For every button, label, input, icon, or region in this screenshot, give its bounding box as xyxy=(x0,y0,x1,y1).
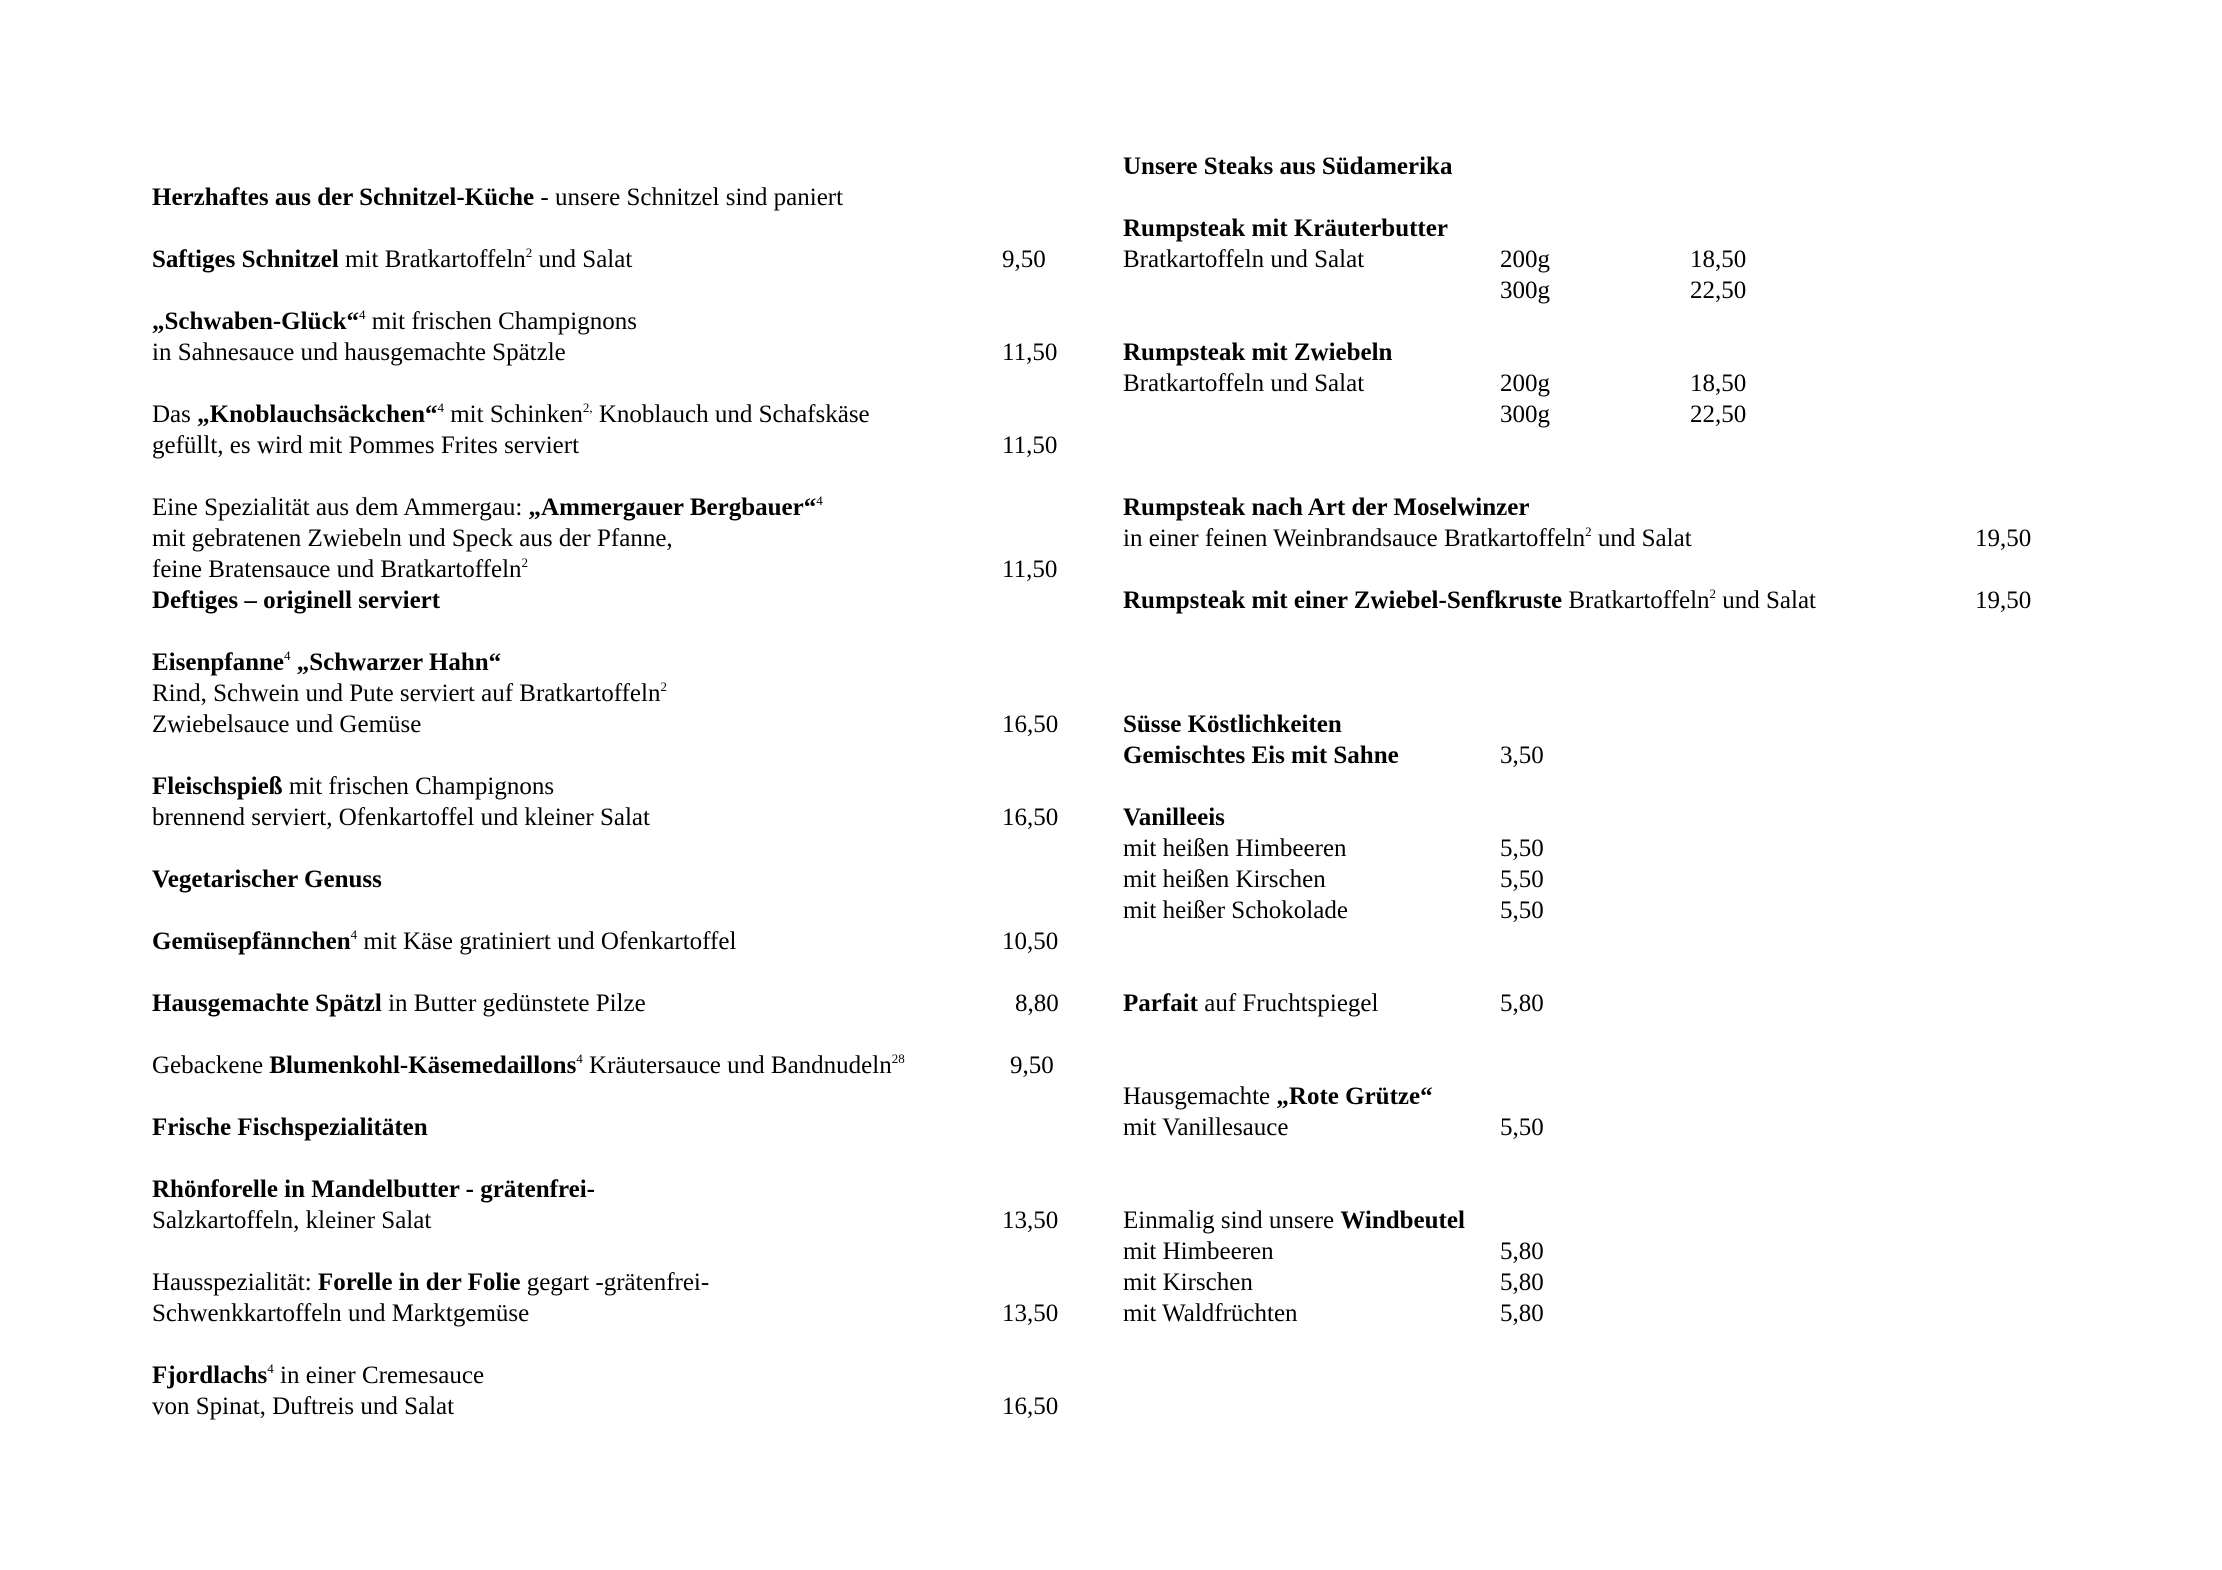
menu-item-blumenkohl: Gebackene Blumenkohl-Käsemedaillons$^4$ Kräutersauce und Bandnudeln$^{28}$ xyxy=(152,1051,905,1079)
price: 5,80 xyxy=(1500,990,1544,1017)
price: 3,50 xyxy=(1500,742,1544,769)
menu-item-description: Schwenkkartoffeln und Marktgemüse xyxy=(152,1300,530,1327)
section-heading-dessert: Süsse Köstlichkeiten xyxy=(1123,711,1342,738)
menu-item-description: Bratkartoffeln und Salat xyxy=(1123,246,1365,273)
price: 11,50 xyxy=(1002,339,1058,366)
price: 19,50 xyxy=(1975,525,2032,552)
list-item: mit Himbeeren xyxy=(1123,1238,1274,1265)
menu-item-rumpsteak-moselwinzer: Rumpsteak nach Art der Moselwinzer xyxy=(1123,494,1530,521)
price: 11,50 xyxy=(1002,432,1058,459)
menu-item-fjordlachs: Fjordlachs$^4$ in einer Cremesauce xyxy=(152,1361,485,1389)
price: 9,50 xyxy=(1002,246,1046,273)
menu-item-windbeutel: Einmalig sind unsere Windbeutel xyxy=(1123,1207,1465,1234)
price: 13,50 xyxy=(1002,1300,1059,1327)
menu-item-gemuesepfaennchen: Gemüsepfännchen$^4$ mit Käse gratiniert und Ofenkartoffel xyxy=(152,927,737,955)
price: 22,50 xyxy=(1690,277,1747,304)
menu-item-schwaben-glueck: „Schwaben-Glück“$^4$ mit frischen Champignons xyxy=(152,307,637,335)
price: 22,50 xyxy=(1690,401,1747,428)
price: 11,50 xyxy=(1002,556,1058,583)
section-heading-deftiges: Deftiges – originell serviert xyxy=(152,587,441,614)
menu-item-description: in Sahnesauce und hausgemachte Spätzle xyxy=(152,339,566,366)
weight: 300g xyxy=(1500,277,1550,304)
price: 18,50 xyxy=(1690,246,1747,273)
menu-item-spaetzl: Hausgemachte Spätzl in Butter gedünstete Pilze xyxy=(152,990,646,1017)
price: 16,50 xyxy=(1002,804,1059,831)
list-item: mit Kirschen xyxy=(1123,1269,1253,1296)
section-heading-steaks: Unsere Steaks aus Südamerika xyxy=(1123,153,1453,180)
menu-item-parfait: Parfait auf Fruchtspiegel xyxy=(1123,990,1379,1017)
menu-item-description: Salzkartoffeln, kleiner Salat xyxy=(152,1207,432,1234)
price: 10,50 xyxy=(1002,928,1059,955)
list-item: mit Waldfrüchten xyxy=(1123,1300,1298,1327)
menu-item-rumpsteak-zwiebeln: Rumpsteak mit Zwiebeln xyxy=(1123,339,1393,366)
price: 8,80 xyxy=(1015,990,1059,1017)
menu-item-fleischspiess: Fleischspieß mit frischen Champignons xyxy=(152,773,555,800)
section-heading-schnitzel: Herzhaftes aus der Schnitzel-Küche - unsere Schnitzel sind paniert xyxy=(152,184,844,211)
menu-item-rumpsteak-senfkruste: Rumpsteak mit einer Zwiebel-Senfkruste Bratkartoffeln$^2$ und Salat xyxy=(1123,586,1817,614)
price: 19,50 xyxy=(1975,587,2032,614)
weight: 200g xyxy=(1500,370,1550,397)
menu-item-gemischtes-eis: Gemischtes Eis mit Sahne xyxy=(1123,742,1399,769)
menu-item-rhoenforelle: Rhönforelle in Mandelbutter - grätenfrei- xyxy=(152,1176,595,1203)
weight: 200g xyxy=(1500,246,1550,273)
price: 5,50 xyxy=(1500,866,1544,893)
menu-item-schnitzel: Saftiges Schnitzel mit Bratkartoffeln$^2$ und Salat xyxy=(152,245,633,273)
menu-item-description: mit gebratenen Zwiebeln und Speck aus der Pfanne, xyxy=(152,525,673,552)
menu-item-description: von Spinat, Duftreis und Salat xyxy=(152,1393,455,1420)
price: 5,80 xyxy=(1500,1300,1544,1327)
price: 5,50 xyxy=(1500,897,1544,924)
list-item: mit heißer Schokolade xyxy=(1123,897,1348,924)
menu-item-vanilleeis: Vanilleeis xyxy=(1123,804,1225,831)
menu-item-description: brennend serviert, Ofenkartoffel und kleiner Salat xyxy=(152,804,650,831)
price: 13,50 xyxy=(1002,1207,1059,1234)
menu-item-description: feine Bratensauce und Bratkartoffeln$^2$ xyxy=(152,555,529,583)
menu-item-description: in einer feinen Weinbrandsauce Bratkartoffeln$^2$ und Salat xyxy=(1123,524,1692,552)
price: 5,50 xyxy=(1500,835,1544,862)
menu-item-rumpsteak-kraeuterbutter: Rumpsteak mit Kräuterbutter xyxy=(1123,215,1448,242)
menu-item-ammergauer-bergbauer: Eine Spezialität aus dem Ammergau: „Ammergauer Bergbauer“$^4$ xyxy=(152,493,823,521)
price: 16,50 xyxy=(1002,711,1059,738)
weight: 300g xyxy=(1500,401,1550,428)
menu-item-eisenpfanne: Eisenpfanne$^4$ „Schwarzer Hahn“ xyxy=(152,648,502,676)
price: 16,50 xyxy=(1002,1393,1059,1420)
price: 5,50 xyxy=(1500,1114,1544,1141)
menu-item-description: gefüllt, es wird mit Pommes Frites serviert xyxy=(152,432,580,459)
price: 5,80 xyxy=(1500,1269,1544,1296)
menu-item-description: mit Vanillesauce xyxy=(1123,1114,1289,1141)
list-item: mit heißen Himbeeren xyxy=(1123,835,1347,862)
menu-item-forelle-folie: Hausspezialität: Forelle in der Folie gegart -grätenfrei- xyxy=(152,1269,710,1296)
menu-item-rote-gruetze: Hausgemachte „Rote Grütze“ xyxy=(1123,1083,1433,1110)
list-item: mit heißen Kirschen xyxy=(1123,866,1326,893)
section-heading-vegetarisch: Vegetarischer Genuss xyxy=(152,866,382,893)
menu-item-description: Zwiebelsauce und Gemüse xyxy=(152,711,422,738)
price: 18,50 xyxy=(1690,370,1747,397)
section-heading-fisch: Frische Fischspezialitäten xyxy=(152,1114,428,1141)
menu-item-knoblauchsaeckchen: Das „Knoblauchsäckchen“$^4$ mit Schinken$^{2,}$ Knoblauch und Schafskäse xyxy=(152,400,870,428)
price: 5,80 xyxy=(1500,1238,1544,1265)
menu-item-description: Rind, Schwein und Pute serviert auf Bratkartoffeln$^2$ xyxy=(152,679,667,707)
menu-item-description: Bratkartoffeln und Salat xyxy=(1123,370,1365,397)
price: 9,50 xyxy=(1010,1052,1054,1079)
